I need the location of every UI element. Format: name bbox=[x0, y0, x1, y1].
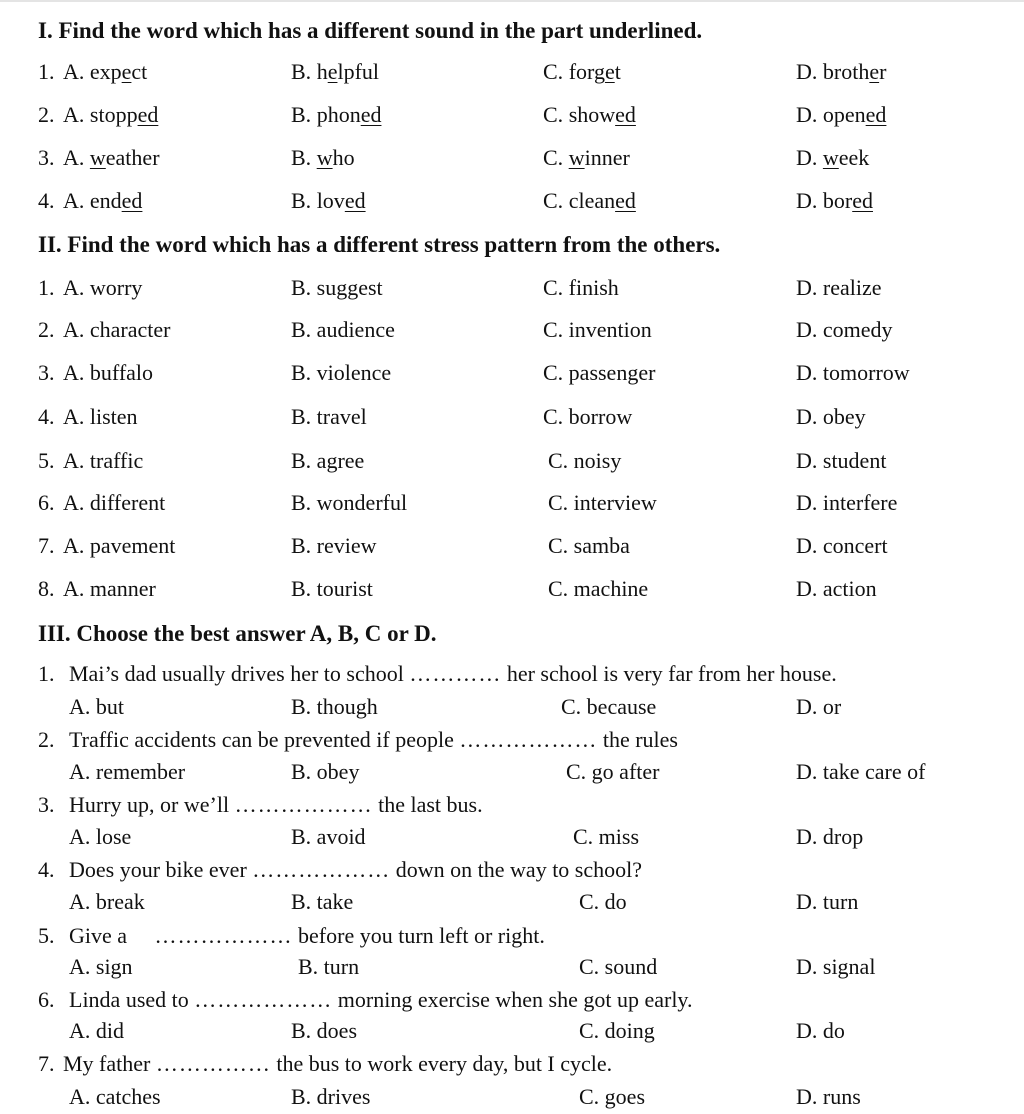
s2-q6 bbox=[0, 490, 1024, 516]
question-number: 1. bbox=[38, 275, 55, 300]
s2-q8 bbox=[0, 576, 1024, 602]
option-c: C. showed bbox=[543, 102, 636, 127]
s2-q4 bbox=[0, 404, 1024, 430]
question-number: 1. bbox=[38, 59, 55, 84]
option-d: D. realize bbox=[796, 275, 882, 300]
stem-before: Does your bike ever bbox=[69, 857, 247, 882]
s3-q7-options bbox=[0, 1084, 1024, 1110]
s1-q4 bbox=[0, 188, 1024, 214]
question-number: 2. bbox=[38, 727, 55, 752]
question-number: 3. bbox=[38, 145, 55, 170]
option-b: B. drives bbox=[291, 1084, 371, 1109]
option-b: B. violence bbox=[291, 360, 392, 385]
s3-q5-options bbox=[0, 954, 1024, 980]
s2-q5 bbox=[0, 448, 1024, 474]
s3-q3-stem bbox=[38, 792, 483, 818]
option-d: D. do bbox=[796, 1018, 845, 1043]
option-b: B. obey bbox=[291, 759, 360, 784]
s2-q1 bbox=[0, 275, 1024, 301]
option-b: B. does bbox=[291, 1018, 357, 1043]
option-c: C. noisy bbox=[548, 448, 622, 473]
option-d: D. brother bbox=[796, 59, 887, 84]
answer-blank: ……………… bbox=[459, 727, 598, 752]
option-d: D. take care of bbox=[796, 759, 926, 784]
stem-after: the last bus. bbox=[378, 792, 483, 817]
option-b: B. travel bbox=[291, 404, 367, 429]
option-b: B. review bbox=[291, 533, 377, 558]
option-a: A. character bbox=[63, 317, 171, 342]
option-d: D. comedy bbox=[796, 317, 893, 342]
option-d: D. action bbox=[796, 576, 877, 601]
stem-before: Give a bbox=[69, 923, 128, 948]
option-c: C. doing bbox=[579, 1018, 655, 1043]
answer-blank: ………… bbox=[409, 661, 502, 686]
option-b: B. who bbox=[291, 145, 355, 170]
question-number: 3. bbox=[38, 792, 55, 817]
stem-after: the rules bbox=[602, 727, 678, 752]
option-d: D. runs bbox=[796, 1084, 861, 1109]
option-d: D. week bbox=[796, 145, 870, 170]
option-b: B. audience bbox=[291, 317, 395, 342]
answer-blank: ……………… bbox=[154, 923, 293, 948]
option-c: C. interview bbox=[548, 490, 657, 515]
s3-q1-options bbox=[0, 694, 1024, 720]
option-a: A. expect bbox=[63, 59, 148, 84]
s3-q3-options bbox=[0, 824, 1024, 850]
s3-q6-options bbox=[0, 1018, 1024, 1044]
option-d: D. drop bbox=[796, 824, 864, 849]
option-a: A. did bbox=[69, 1018, 124, 1043]
option-a: A. sign bbox=[69, 954, 133, 979]
s1-q3 bbox=[0, 145, 1024, 171]
stem-before: Mai’s dad usually drives her to school bbox=[69, 661, 404, 686]
option-c: C. cleaned bbox=[543, 188, 636, 213]
option-c: C. forget bbox=[543, 59, 621, 84]
option-b: B. turn bbox=[298, 954, 360, 979]
s1-q1 bbox=[0, 59, 1024, 85]
option-d: D. signal bbox=[796, 954, 876, 979]
question-number: 5. bbox=[38, 923, 55, 948]
option-b: B. wonderful bbox=[291, 490, 408, 515]
s2-q2 bbox=[0, 317, 1024, 343]
stem-before: My father bbox=[63, 1051, 151, 1076]
option-a: A. lose bbox=[69, 824, 132, 849]
option-a: A. remember bbox=[69, 759, 186, 784]
option-d: D. or bbox=[796, 694, 842, 719]
question-number: 1. bbox=[38, 661, 55, 686]
option-a: A. break bbox=[69, 889, 145, 914]
option-d: D. concert bbox=[796, 533, 888, 558]
option-c: C. miss bbox=[573, 824, 640, 849]
option-c: C. invention bbox=[543, 317, 652, 342]
stem-after: morning exercise when she got up early. bbox=[337, 987, 693, 1012]
answer-blank: ……………… bbox=[234, 792, 373, 817]
s3-q5-stem bbox=[38, 923, 545, 949]
option-a: A. worry bbox=[63, 275, 143, 300]
s1-q2 bbox=[0, 102, 1024, 128]
s3-q7-stem bbox=[38, 1051, 613, 1077]
option-a: A. stopped bbox=[63, 102, 159, 127]
option-b: B. tourist bbox=[291, 576, 373, 601]
question-number: 8. bbox=[38, 576, 55, 601]
section-2-title: II. Find the word which has a different stress pattern from the others. bbox=[38, 232, 721, 257]
option-b: B. loved bbox=[291, 188, 366, 213]
option-a: A. manner bbox=[63, 576, 156, 601]
option-c: C. winner bbox=[543, 145, 630, 170]
option-b: B. avoid bbox=[291, 824, 366, 849]
question-number: 4. bbox=[38, 404, 55, 429]
option-c: C. samba bbox=[548, 533, 630, 558]
option-c: C. sound bbox=[579, 954, 658, 979]
option-c: C. because bbox=[561, 694, 657, 719]
option-c: C. passenger bbox=[543, 360, 656, 385]
question-number: 4. bbox=[38, 857, 55, 882]
question-number: 4. bbox=[38, 188, 55, 213]
option-d: D. obey bbox=[796, 404, 866, 429]
question-number: 7. bbox=[38, 533, 55, 558]
s3-q4-stem bbox=[38, 857, 643, 883]
option-c: C. do bbox=[579, 889, 627, 914]
stem-after: the bus to work every day, but I cycle. bbox=[276, 1051, 613, 1076]
option-b: B. suggest bbox=[291, 275, 383, 300]
stem-after: down on the way to school? bbox=[395, 857, 643, 882]
option-b: B. helpful bbox=[291, 59, 380, 84]
s3-q6-stem bbox=[38, 987, 693, 1013]
stem-before: Traffic accidents can be prevented if people bbox=[69, 727, 454, 752]
option-d: D. interfere bbox=[796, 490, 898, 515]
section-1-title: I. Find the word which has a different sound in the part underlined. bbox=[38, 18, 703, 43]
option-a: A. weather bbox=[63, 145, 160, 170]
s3-q2-stem bbox=[38, 727, 678, 753]
option-a: A. pavement bbox=[63, 533, 176, 558]
question-number: 2. bbox=[38, 102, 55, 127]
stem-after: before you turn left or right. bbox=[298, 923, 545, 948]
option-d: D. turn bbox=[796, 889, 859, 914]
s3-q2-options bbox=[0, 759, 1024, 785]
answer-blank: …………… bbox=[155, 1051, 271, 1076]
option-c: C. machine bbox=[548, 576, 649, 601]
option-c: C. goes bbox=[579, 1084, 645, 1109]
section-3-title: III. Choose the best answer A, B, C or D. bbox=[38, 621, 437, 646]
option-b: B. phoned bbox=[291, 102, 382, 127]
option-a: A. ended bbox=[63, 188, 143, 213]
question-number: 7. bbox=[38, 1051, 55, 1076]
answer-blank: ……………… bbox=[252, 857, 391, 882]
question-number: 6. bbox=[38, 987, 55, 1012]
question-number: 6. bbox=[38, 490, 55, 515]
option-c: C. go after bbox=[566, 759, 660, 784]
stem-before: Linda used to bbox=[69, 987, 189, 1012]
option-a: A. listen bbox=[63, 404, 138, 429]
option-c: C. borrow bbox=[543, 404, 633, 429]
option-d: D. tomorrow bbox=[796, 360, 910, 385]
s3-q4-options bbox=[0, 889, 1024, 915]
option-a: A. traffic bbox=[63, 448, 144, 473]
stem-before: Hurry up, or we’ll bbox=[69, 792, 230, 817]
option-b: B. though bbox=[291, 694, 378, 719]
question-number: 3. bbox=[38, 360, 55, 385]
option-a: A. but bbox=[69, 694, 124, 719]
option-b: B. take bbox=[291, 889, 354, 914]
option-a: A. buffalo bbox=[63, 360, 154, 385]
answer-blank: ……………… bbox=[194, 987, 333, 1012]
s2-q3 bbox=[0, 360, 1024, 386]
top-border bbox=[0, 0, 1024, 2]
option-c: C. finish bbox=[543, 275, 619, 300]
s3-q1-stem bbox=[38, 661, 837, 687]
option-d: D. bored bbox=[796, 188, 873, 213]
option-a: A. catches bbox=[69, 1084, 161, 1109]
stem-after: her school is very far from her house. bbox=[506, 661, 837, 686]
option-a: A. different bbox=[63, 490, 166, 515]
question-number: 2. bbox=[38, 317, 55, 342]
s2-q7 bbox=[0, 533, 1024, 559]
option-d: D. student bbox=[796, 448, 887, 473]
question-number: 5. bbox=[38, 448, 55, 473]
option-b: B. agree bbox=[291, 448, 365, 473]
option-d: D. opened bbox=[796, 102, 887, 127]
